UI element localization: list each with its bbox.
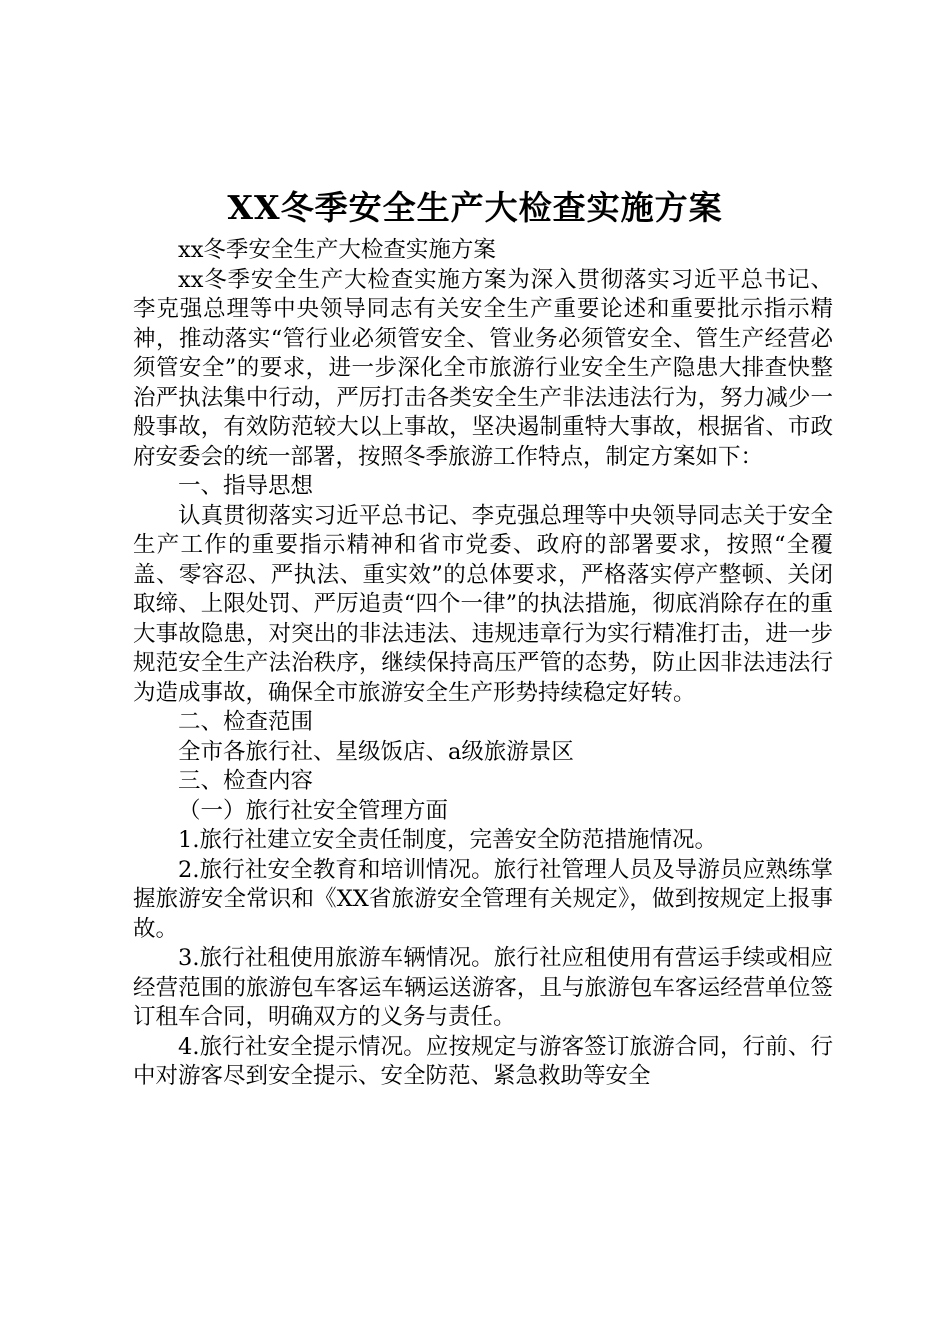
document-body xyxy=(133,236,833,1092)
subtitle-paragraph: xx冬季安全生产大检查实施方案 xyxy=(178,237,496,263)
list-item: 3.旅行社租使用旅游车辆情况。旅行社应租使用有营运手续或相应经营范围的旅游包车客运车辆运送游客，且与旅游包车客运经营单位签订租车合同，明确双方的义务与责任。 xyxy=(133,945,833,1030)
guiding-ideology-paragraph: 认真贯彻落实习近平总书记、李克强总理等中央领导同志关于安全生产工作的重要指示精神和省市党委、政府的部署要求，按照“全覆盖、零容忍、严执法、重实效”的总体要求，严格落实停产整顿、关闭取缔、上限处罚、严厉追责“四个一律”的执法措施，彻底消除存在的重大事故隐患，对突出的非法违法、违规违章行为实行精准打击，进一步规范安全生产法治秩序，继续保持高压严管的态势，防止因非法违法行为造成事故，确保全市旅游安全生产形势持续稳定好转。 xyxy=(133,502,833,706)
list-item: 1.旅行社建立安全责任制度，完善安全防范措施情况。 xyxy=(178,827,717,853)
inspection-scope-paragraph: 全市各旅行社、星级饭店、a级旅游景区 xyxy=(178,738,574,765)
list-item: 4.旅行社安全提示情况。应按规定与游客签订旅游合同，行前、行中对游客尽到安全提示、安全防范、紧急救助等安全 xyxy=(133,1033,833,1089)
section-heading-inspection-scope: 二、检查范围 xyxy=(178,709,314,735)
intro-paragraph: xx冬季安全生产大检查实施方案为深入贯彻落实习近平总书记、李克强总理等中央领导同志有关安全生产重要论述和重要批示指示精神，推动落实“管行业必须管安全、管业务必须管安全、管生产经营必须管安全”的要求，进一步深化全市旅游行业安全生产隐患大排查快整治严执法集中行动，严厉打击各类安全生产非法违法行为，努力减少一般事故，有效防范较大以上事故，坚决遏制重特大事故，根据省、市政府安委会的统一部署，按照冬季旅游工作特点，制定方案如下： xyxy=(133,266,833,470)
section-heading-guiding-ideology: 一、指导思想 xyxy=(178,473,314,499)
document-title: XX冬季安全生产大检查实施方案 xyxy=(227,188,723,227)
section-heading-inspection-content: 三、检查内容 xyxy=(178,768,314,794)
subsection-heading-travel-agency: （一）旅行社安全管理方面 xyxy=(178,797,449,824)
list-item: 2.旅行社安全教育和培训情况。旅行社管理人员及导游员应熟练掌握旅游安全常识和《XX省旅游安全管理有关规定》，做到按规定上报事故。 xyxy=(133,856,833,942)
